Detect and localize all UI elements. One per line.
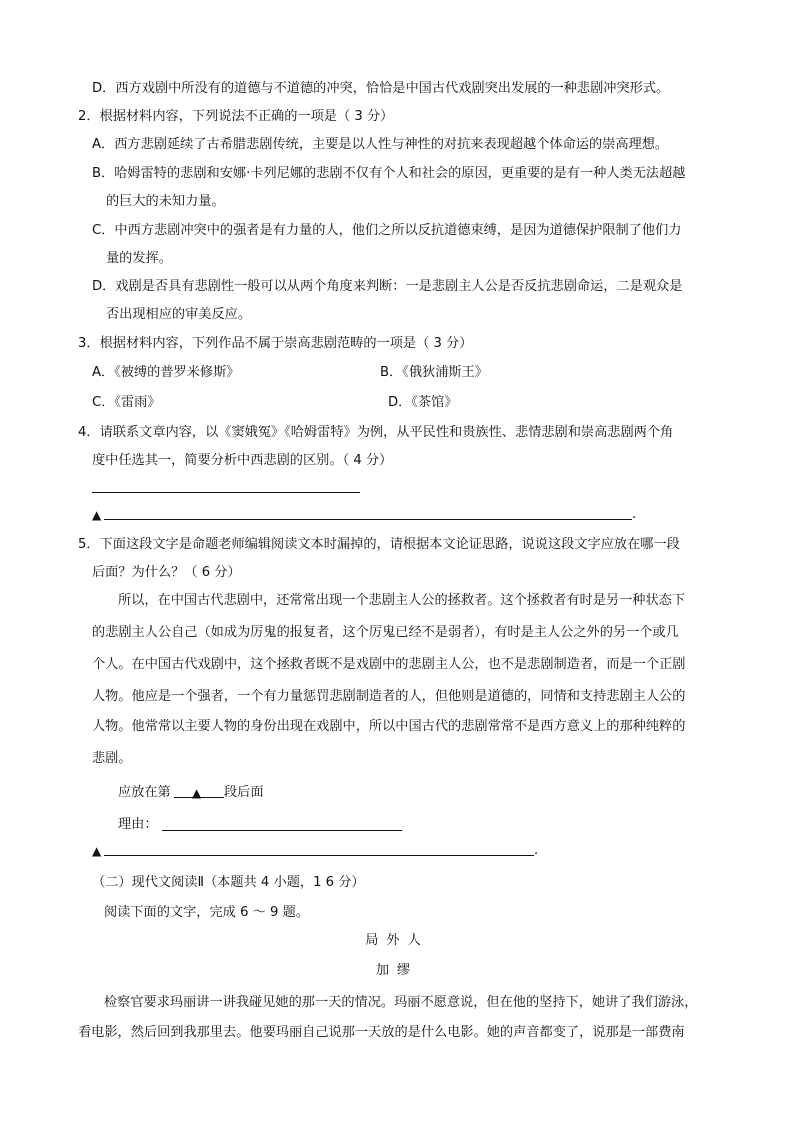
place-prefix: 应放在第 bbox=[118, 785, 171, 800]
q4-answer-marker: ▲ bbox=[92, 508, 102, 522]
question-4-line2: 度中任选其一，简要分析中西悲剧的区别。（ 4 分） bbox=[92, 453, 393, 468]
q3-option-b: B．《俄狄浦斯王》 bbox=[380, 365, 488, 380]
question-2: 2．根据材料内容，下列说法不正确的一项是（ 3 分） bbox=[78, 109, 394, 124]
reason-answer-line-1[interactable] bbox=[162, 830, 402, 831]
passage-line-2: 的悲剧主人公自己（如成为厉鬼的报复者，这个厉鬼已经不是弱者），有时是主人公之外的另一个或几 bbox=[92, 625, 679, 640]
passage-line-1: 所以，在中国古代悲剧中，还常常出现一个悲剧主人公的拯救者。这个拯救者有时是另一种状态下 bbox=[118, 593, 686, 608]
q4-answer-end: . bbox=[632, 507, 637, 522]
question-5-line1: 5．下面这段文字是命题老师编辑阅读文本时漏掉的，请根据本文论证思路，说说这段文字应放在哪一段 bbox=[78, 537, 680, 552]
reason-answer-marker: ▲ bbox=[92, 844, 102, 858]
section-2-instruction: 阅读下面的文字，完成 6 ～ 9 题。 bbox=[104, 905, 309, 920]
question-3: 3．根据材料内容，下列作品不属于崇高悲剧范畴的一项是（ 3 分） bbox=[78, 336, 473, 351]
story-line-1: 检察官要求玛丽讲一讲我碰见她的那一天的情况。玛丽不愿意说，但在他的坚持下，她讲了我们游泳， bbox=[104, 995, 698, 1010]
passage-line-4: 人物。他应是一个强者，一个有力量惩罚悲剧制造者的人，但他则是道德的，同情和支持悲剧主人公的 bbox=[92, 689, 686, 704]
passage-line-6: 悲剧。 bbox=[92, 751, 132, 766]
q2-option-c-line2: 量的发挥。 bbox=[106, 251, 172, 266]
q2-option-a: A．西方悲剧延续了古希腊悲剧传统，主要是以人性与神性的对抗来表现超越个体命运的崇高理想。 bbox=[92, 137, 669, 152]
story-author: 加缪 bbox=[375, 963, 419, 978]
story-line-2: 看电影，然后回到我那里去。他要玛丽自己说那一天放的是什么电影。她的声音都变了，说那是一部费南 bbox=[78, 1025, 685, 1040]
q4-answer-line-2[interactable] bbox=[104, 519, 632, 520]
q2-option-d-line2: 否出现相应的审美反应。 bbox=[106, 307, 252, 322]
q2-option-d-line1: D．戏剧是否具有悲剧性一般可以从两个角度来判断：一是悲剧主人公是否反抗悲剧命运，二是观众是 bbox=[92, 279, 683, 294]
passage-line-3: 个人。在中国古代戏剧中，这个拯救者既不是戏剧中的悲剧主人公，也不是悲剧制造者，而是一个正剧 bbox=[92, 657, 686, 672]
q3-option-c: C．《雷雨》 bbox=[92, 395, 161, 410]
place-answer-marker: ▲ bbox=[192, 786, 202, 800]
q3-option-a: A．《被缚的普罗米修斯》 bbox=[92, 365, 240, 380]
reason-answer-end: . bbox=[534, 843, 539, 858]
place-suffix: 段后面 bbox=[224, 785, 264, 800]
reason-answer-line-2[interactable] bbox=[104, 855, 534, 856]
q3-option-d: D．《茶馆》 bbox=[388, 395, 458, 410]
reason-label: 理由： bbox=[118, 817, 158, 832]
question-5-line2: 后面？为什么？（ 6 分） bbox=[92, 565, 241, 580]
section-2-heading: （二）现代文阅读Ⅱ（本题共 4 小题，1 6 分） bbox=[92, 875, 365, 890]
q4-answer-line-1[interactable] bbox=[92, 492, 360, 493]
q2-option-b-line1: B．哈姆雷特的悲剧和安娜·卡列尼娜的悲剧不仅有个人和社会的原因，更重要的是有一种人类无法超越 bbox=[92, 166, 686, 181]
q1-option-d: D．西方戏剧中所没有的道德与不道德的冲突，恰恰是中国古代戏剧突出发展的一种悲剧冲突形式。 bbox=[92, 81, 670, 96]
question-4-line1: 4．请联系文章内容，以《窦娥冤》《哈姆雷特》为例，从平民性和贵族性、悲情悲剧和崇高悲剧两个角 bbox=[78, 425, 674, 440]
passage-line-5: 人物。他常常以主要人物的身份出现在戏剧中，所以中国古代的悲剧常常不是西方意义上的那种纯粹的 bbox=[92, 719, 686, 734]
story-title: 局外人 bbox=[365, 933, 429, 948]
q2-option-c-line1: C．中西方悲剧冲突中的强者是有力量的人，他们之所以反抗道德束缚，是因为道德保护限制了他们力 bbox=[92, 223, 682, 238]
q2-option-b-line2: 的巨大的未知力量。 bbox=[106, 194, 225, 209]
